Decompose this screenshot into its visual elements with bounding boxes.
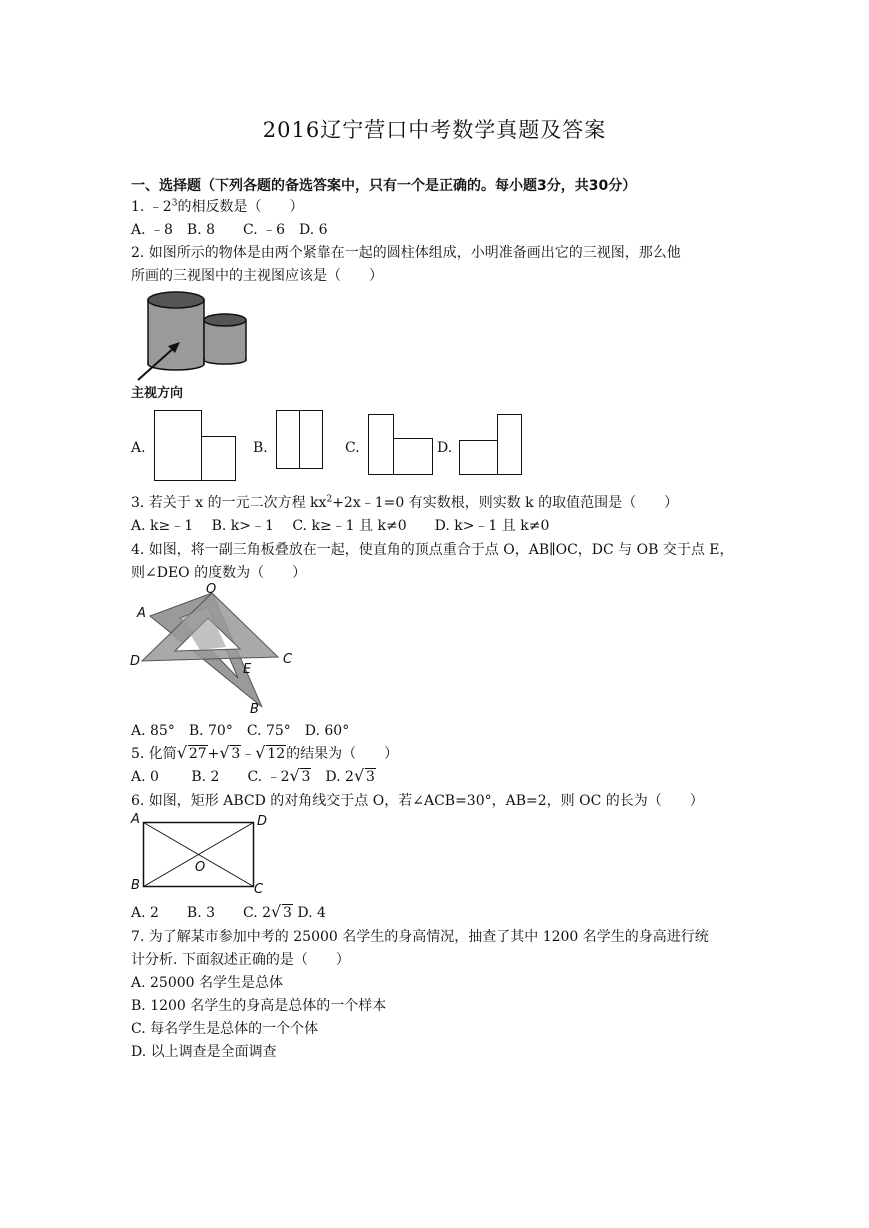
q2-option-a-label: A. xyxy=(131,440,146,456)
question-1: 1. $﹣2^3$的相反数是（ ） xyxy=(131,198,304,215)
question-4-line2: 则∠DEO 的度数为（ ） xyxy=(131,565,307,581)
question-6: 6. 如图，矩形 ABCD 的对角线交于点 O，若∠ACB=30°，AB=2，则 OC 的长为（ ） xyxy=(131,793,704,809)
question-6-options: A. 2 B. 3 C. 2√ 3 D. 4 xyxy=(131,903,326,923)
question-4-line1: 4. 如图，将一副三角板叠放在一起，使直角的顶点重合于点 O，AB∥OC，DC 与 OB 交于点 E， xyxy=(131,542,734,558)
rectangle-figure xyxy=(143,822,255,888)
question-7-line2: 计分析. 下面叙述正确的是（ ） xyxy=(131,952,350,968)
q2-option-b-label: B. xyxy=(253,440,268,456)
q2-option-d-figure xyxy=(459,414,523,476)
question-7-option-c: C. 每名学生是总体的一个个体 xyxy=(131,1021,319,1037)
rect-label-o: O xyxy=(195,860,206,875)
q2-option-c-label: C. xyxy=(345,440,360,456)
label-c: C xyxy=(283,652,293,667)
rect-label-c: C xyxy=(254,882,264,897)
question-3: 3. 若关于 x 的一元二次方程 $kx^2+2x﹣1=0$ 有实数根，则实数 k 的取值范围是（ ） xyxy=(131,494,679,511)
label-e: E xyxy=(243,662,252,677)
label-d: D xyxy=(130,654,141,669)
view-direction-caption: 主视方向 xyxy=(131,386,184,401)
rect-label-a: A xyxy=(131,812,140,827)
question-2-line1: 2. 如图所示的物体是由两个紧靠在一起的圆柱体组成，小明准备画出它的三视图，那么他 xyxy=(131,245,681,261)
question-7-option-a: A. 25000 名学生是总体 xyxy=(131,975,283,991)
rect-label-d: D xyxy=(257,814,268,829)
question-4-options: A. 85° B. 70° C. 75° D. 60° xyxy=(131,723,350,739)
question-7-line1: 7. 为了解某市参加中考的 25000 名学生的身高情况，抽查了其中 1200 名学生的身高进行统 xyxy=(131,929,709,945)
question-5: 5. 化简√ 27+√ 3﹣√ 12的结果为（ ） xyxy=(131,744,398,764)
question-5-options: A. 0 B. 2 C. ﹣2√ 3 D. 2√ 3 xyxy=(131,767,376,787)
label-a: A xyxy=(137,606,146,621)
q2-option-b-figure xyxy=(276,410,324,470)
q2-option-d-label: D. xyxy=(437,440,453,456)
rect-label-b: B xyxy=(131,878,140,893)
label-b: B xyxy=(250,702,259,717)
question-1-options: A. ﹣8 B. 8 C. ﹣6 D. 6 xyxy=(131,222,328,238)
question-3-options: A. k≥﹣1 B. k>﹣1 C. k≥﹣1 且 k≠0 D. k>﹣1 且 k≠0 xyxy=(131,518,550,534)
label-o: O xyxy=(206,582,217,597)
page-title: 2016辽宁营口中考数学真题及答案 xyxy=(262,118,607,142)
q2-option-c-figure xyxy=(368,414,434,476)
question-2-line2: 所画的三视图中的主视图应该是（ ） xyxy=(131,268,383,284)
q2-option-a-figure xyxy=(154,410,236,482)
question-7-option-b: B. 1200 名学生的身高是总体的一个样本 xyxy=(131,998,387,1014)
section-heading: 一、选择题（下列各题的备选答案中，只有一个是正确的。每小题3分，共30分） xyxy=(131,178,637,194)
cylinders-figure xyxy=(130,288,260,378)
set-squares-figure xyxy=(130,583,300,718)
question-7-option-d: D. 以上调查是全面调查 xyxy=(131,1044,277,1060)
